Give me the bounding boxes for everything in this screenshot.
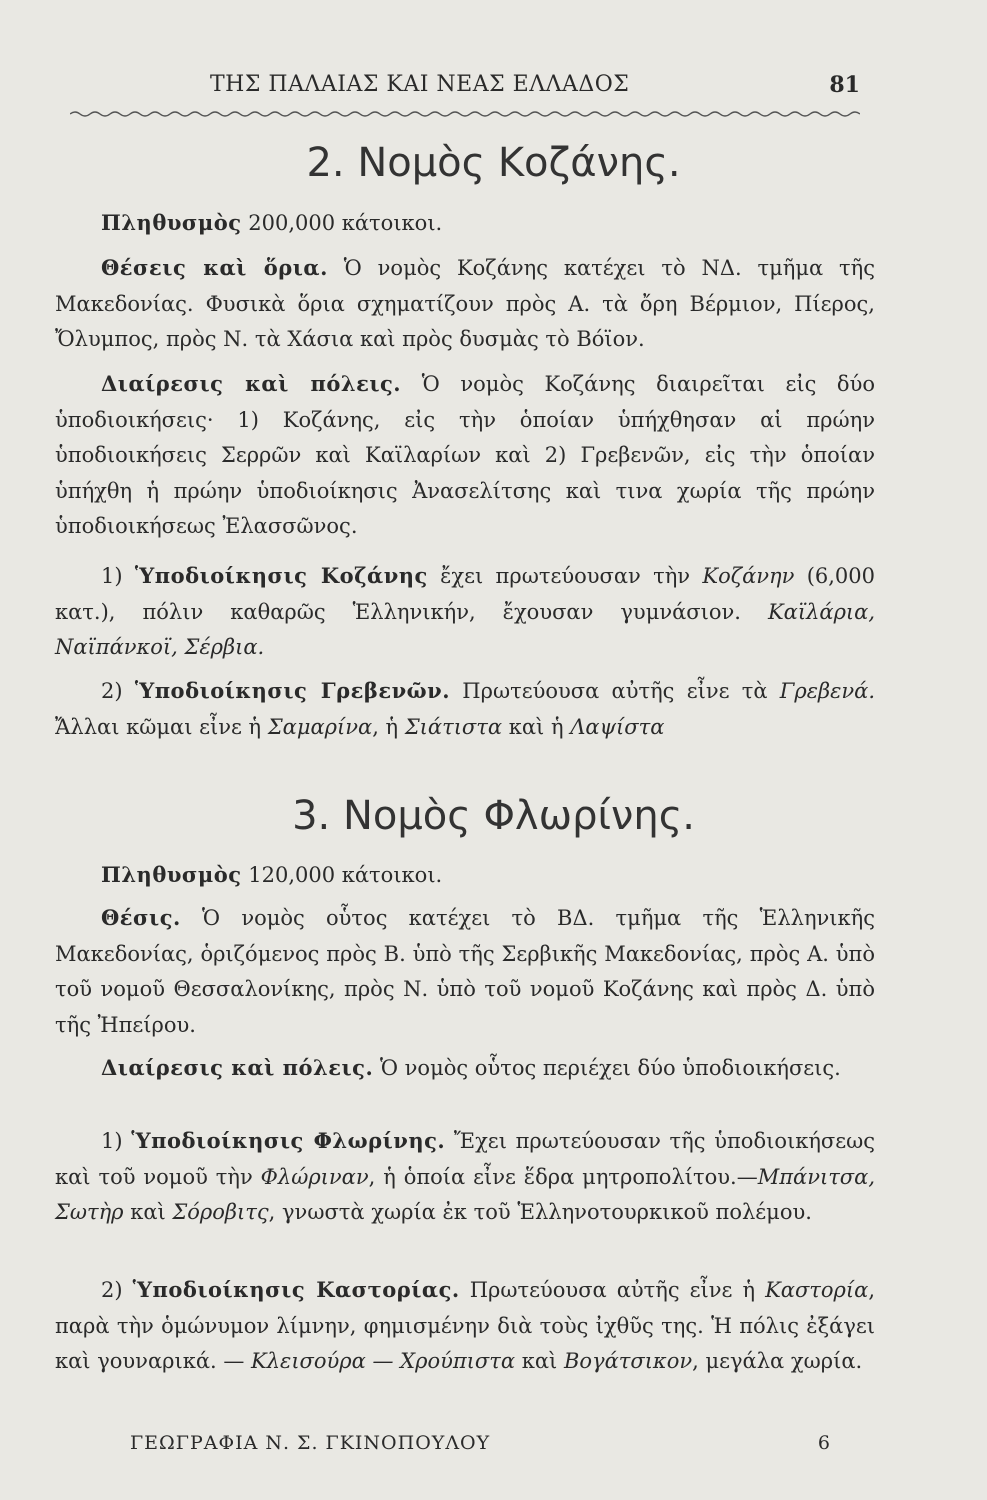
place-name: Βογάτσικον xyxy=(563,1349,693,1373)
florina-position xyxy=(55,900,875,1043)
item-number: 2) xyxy=(101,1278,133,1302)
place-name: Σιάτιστα xyxy=(404,714,503,739)
divisions-label: Διαίρεσις καὶ πόλεις. xyxy=(101,1055,374,1080)
subdivision-text: Ἔχει πρωτεύουσαν τῆς ὑποδιοικήσεως καὶ τοῦ νομοῦ τὴν xyxy=(55,1129,875,1189)
signature-line: ΓΕΩΓΡΑΦΙΑ Ν. Σ. ΓΚΙΝΟΠΟΥΛΟΥ xyxy=(130,1432,491,1454)
population-text: 120,000 κάτοικοι. xyxy=(241,863,443,887)
place-name: Φλώριναν xyxy=(260,1164,369,1189)
section-title-kozani: 2. Νομὸς Κοζάνης. xyxy=(306,140,681,186)
subdivision-text: , ἡ xyxy=(372,714,405,739)
subdivision-text: (6,000 κατ.), πόλιν καθαρῶς Ἑλληνικήν, ἔχουσαν γυμνάσιον. xyxy=(55,564,876,624)
subdivision-label: Ὑποδιοίκησις Γρεβενῶν. xyxy=(134,678,451,703)
page-footer xyxy=(130,1432,830,1462)
population-label: Πληθυσμὸς xyxy=(101,210,242,235)
florina-divisions xyxy=(55,1050,875,1087)
kozani-position xyxy=(55,250,875,358)
position-label: Θέσεις καὶ ὅρια. xyxy=(101,255,328,280)
subdivision-text: , μεγάλα χωρία. xyxy=(692,1349,863,1373)
page-number: 81 xyxy=(829,72,860,98)
kozani-subdivision-1 xyxy=(55,558,875,666)
divisions-text: Ὁ νομὸς Κοζάνης διαιρεῖται εἰς δύο ὑποδιοικήσεις· 1) Κοζάνης, εἰς τὴν ὁποίαν ὑπήχθησαν αἱ πρώην ὑποδιοικήσεις Σερρῶν καὶ Καϊλαρίων καὶ 2) Γρεβενῶν, εἰς τὴν ὁποίαν ὑπήχθη ἡ πρώην ὑποδιοίκησις Ἀνασελίτσης καὶ τινα χωρία τῆς πρώην ὑποδιοικήσεως Ἐλασσῶνος. xyxy=(55,372,875,538)
subdivision-label: Ὑποδιοίκησις Κοζάνης xyxy=(134,563,428,588)
subdivision-text: Ἄλλαι κῶμαι εἶνε ἡ xyxy=(55,714,268,739)
place-names: Κλεισούρα — Χρούπιστα xyxy=(251,1349,516,1373)
subdivision-text: καὶ xyxy=(515,1349,564,1373)
position-label: Θέσις. xyxy=(101,905,181,930)
subdivision-text: καὶ ἡ xyxy=(502,714,571,739)
header-rule xyxy=(70,104,860,124)
kozani-divisions xyxy=(55,366,875,545)
florina-subdivision-1 xyxy=(55,1123,875,1231)
divisions-label: Διαίρεσις καὶ πόλεις. xyxy=(101,371,402,396)
population-label: Πληθυσμὸς xyxy=(101,862,242,887)
subdivision-label: Ὑποδιοίκησις Καστορίας. xyxy=(132,1277,460,1302)
place-name: Σόροβιτς xyxy=(172,1200,269,1224)
subdivision-text: , γνωστὰ χωρία ἐκ τοῦ Ἑλληνοτουρκικοῦ πολέμου. xyxy=(268,1200,812,1224)
place-names: Καϊλάρια, Ναϊπάνκοϊ, Σέρβια. xyxy=(55,599,875,659)
place-name: Κοζάνην xyxy=(702,564,795,588)
place-names: Μπάνιτσα, Σωτὴρ xyxy=(55,1164,875,1224)
position-text: Ὁ νομὸς οὗτος κατέχει τὸ ΒΔ. τμῆμα τῆς Ἑλληνικῆς Μακεδονίας, ὁριζόμενος πρὸς Β. ὑπὸ τῆς Σερβικῆς Μακεδονίας, πρὸς Α. ὑπὸ τοῦ νομοῦ Θεσσαλονίκης, πρὸς Ν. ὑπὸ τοῦ νομοῦ Κοζάνης καὶ πρὸς Δ. ὑπὸ τῆς Ἠπείρου. xyxy=(55,906,875,1037)
subdivision-text: ἔχει πρωτεύουσαν τὴν xyxy=(427,564,703,588)
subdivision-text: , ἡ ὁποία εἶνε ἕδρα μητροπολίτου.— xyxy=(368,1164,758,1189)
item-number: 2) xyxy=(101,679,135,703)
running-head-title: ΤΗΣ ΠΑΛΑΙΑΣ ΚΑΙ ΝΕΑΣ ΕΛΛΑΔΟΣ xyxy=(210,72,630,97)
sheet-mark: 6 xyxy=(817,1432,830,1454)
place-name: Καστορία xyxy=(765,1278,869,1302)
place-name: Γρεβενά. xyxy=(779,679,876,703)
population-text: 200,000 κάτοικοι. xyxy=(241,211,443,235)
kozani-population xyxy=(55,205,875,242)
subdivision-text: Πρωτεύουσα αὐτῆς εἶνε ἡ xyxy=(459,1278,766,1302)
divisions-text: Ὁ νομὸς οὗτος περιέχει δύο ὑποδιοικήσεις. xyxy=(373,1056,841,1080)
running-head xyxy=(60,72,860,108)
subdivision-text: καὶ xyxy=(123,1200,173,1224)
item-number: 1) xyxy=(101,1129,132,1153)
position-text: Ὁ νομὸς Κοζάνης κατέχει τὸ ΝΔ. τμῆμα τῆς Μακεδονίας. Φυσικὰ ὅρια σχηματίζουν πρὸς Α. τὰ ὄρη Βέρμιον, Πίερος, Ὄλυμπος, πρὸς Ν. τὰ Χάσια καὶ πρὸς δυσμὰς τὸ Βόϊον. xyxy=(55,256,876,351)
place-name: Λαψίστα xyxy=(570,714,665,739)
subdivision-label: Ὑποδιοίκησις Φλωρίνης. xyxy=(131,1128,446,1153)
section-title-florina: 3. Νομὸς Φλωρίνης. xyxy=(292,793,695,839)
place-name: Σαμαρίνα xyxy=(267,714,373,739)
kozani-subdivision-2 xyxy=(55,673,875,745)
subdivision-text: , παρὰ τὴν ὁμώνυμον λίμνην, φημισμένην διὰ τοὺς ἰχθῦς της. Ἡ πόλις ἐξάγει καὶ γουναρικά. — xyxy=(55,1278,875,1373)
florina-subdivision-2 xyxy=(55,1272,875,1380)
florina-population xyxy=(55,857,875,894)
item-number: 1) xyxy=(101,564,135,588)
subdivision-text: Πρωτεύουσα αὐτῆς εἶνε τὰ xyxy=(450,679,780,703)
